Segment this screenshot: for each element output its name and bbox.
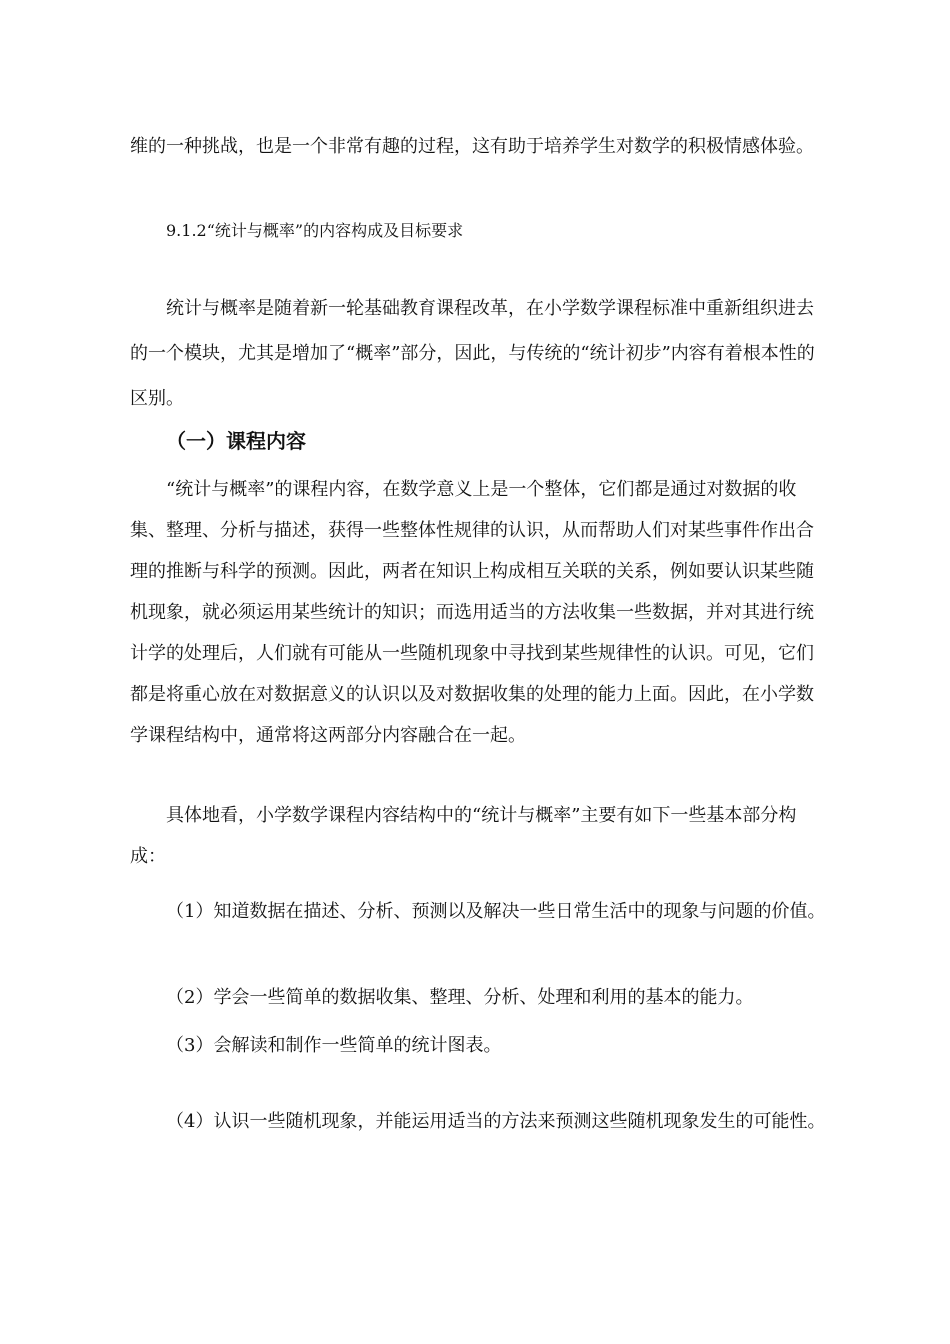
list-item-2: （2）学会一些简单的数据收集、整理、分析、处理和利用的基本的能力。 xyxy=(166,987,754,1008)
list-item-4: （4）认识一些随机现象，并能运用适当的方法来预测这些随机现象发生的可能性。 xyxy=(166,1111,826,1132)
structure-paragraph: 具体地看，小学数学课程内容结构中的“统计与概率”主要有如下一些基本部分构成： xyxy=(130,805,797,867)
section-heading: 9.1.2“统计与概率”的内容构成及目标要求 xyxy=(166,221,464,240)
content-paragraph: “统计与概率”的课程内容，在数学意义上是一个整体，它们都是通过对数据的收集、整理、分析与描述，获得一些整体性规律的认识，从而帮助人们对某些事件作出合理的推断与科学的预测。因此，两者在知识上构成相互关联的关系，例如要认识某些随机现象，就必须运用某些统计的知识；而选用适当的方法收集一些数据，并对其进行统计学的处理后，人们就有可能从一些随机现象中寻找到某些规律性的认识。可见，它们都是将重心放在对数据意义的认识以及对数据收集的处理的能力上面。因此，在小学数学课程结构中，通常将这两部分内容融合在一起。 xyxy=(130,479,814,746)
intro-paragraph: 维的一种挑战，也是一个非常有趣的过程，这有助于培养学生对数学的积极情感体验。 xyxy=(130,136,814,157)
list-item-1: （1）知道数据在描述、分析、预测以及解决一些日常生活中的现象与问题的价值。 xyxy=(166,901,826,922)
overview-paragraph: 统计与概率是随着新一轮基础教育课程改革，在小学数学课程标准中重新组织进去的一个模块，尤其是增加了“概率”部分，因此，与传统的“统计初步”内容有着根本性的区别。 xyxy=(130,298,815,409)
subsection-heading: （一）课程内容 xyxy=(166,429,306,453)
list-item-3: （3）会解读和制作一些简单的统计图表。 xyxy=(166,1035,502,1056)
